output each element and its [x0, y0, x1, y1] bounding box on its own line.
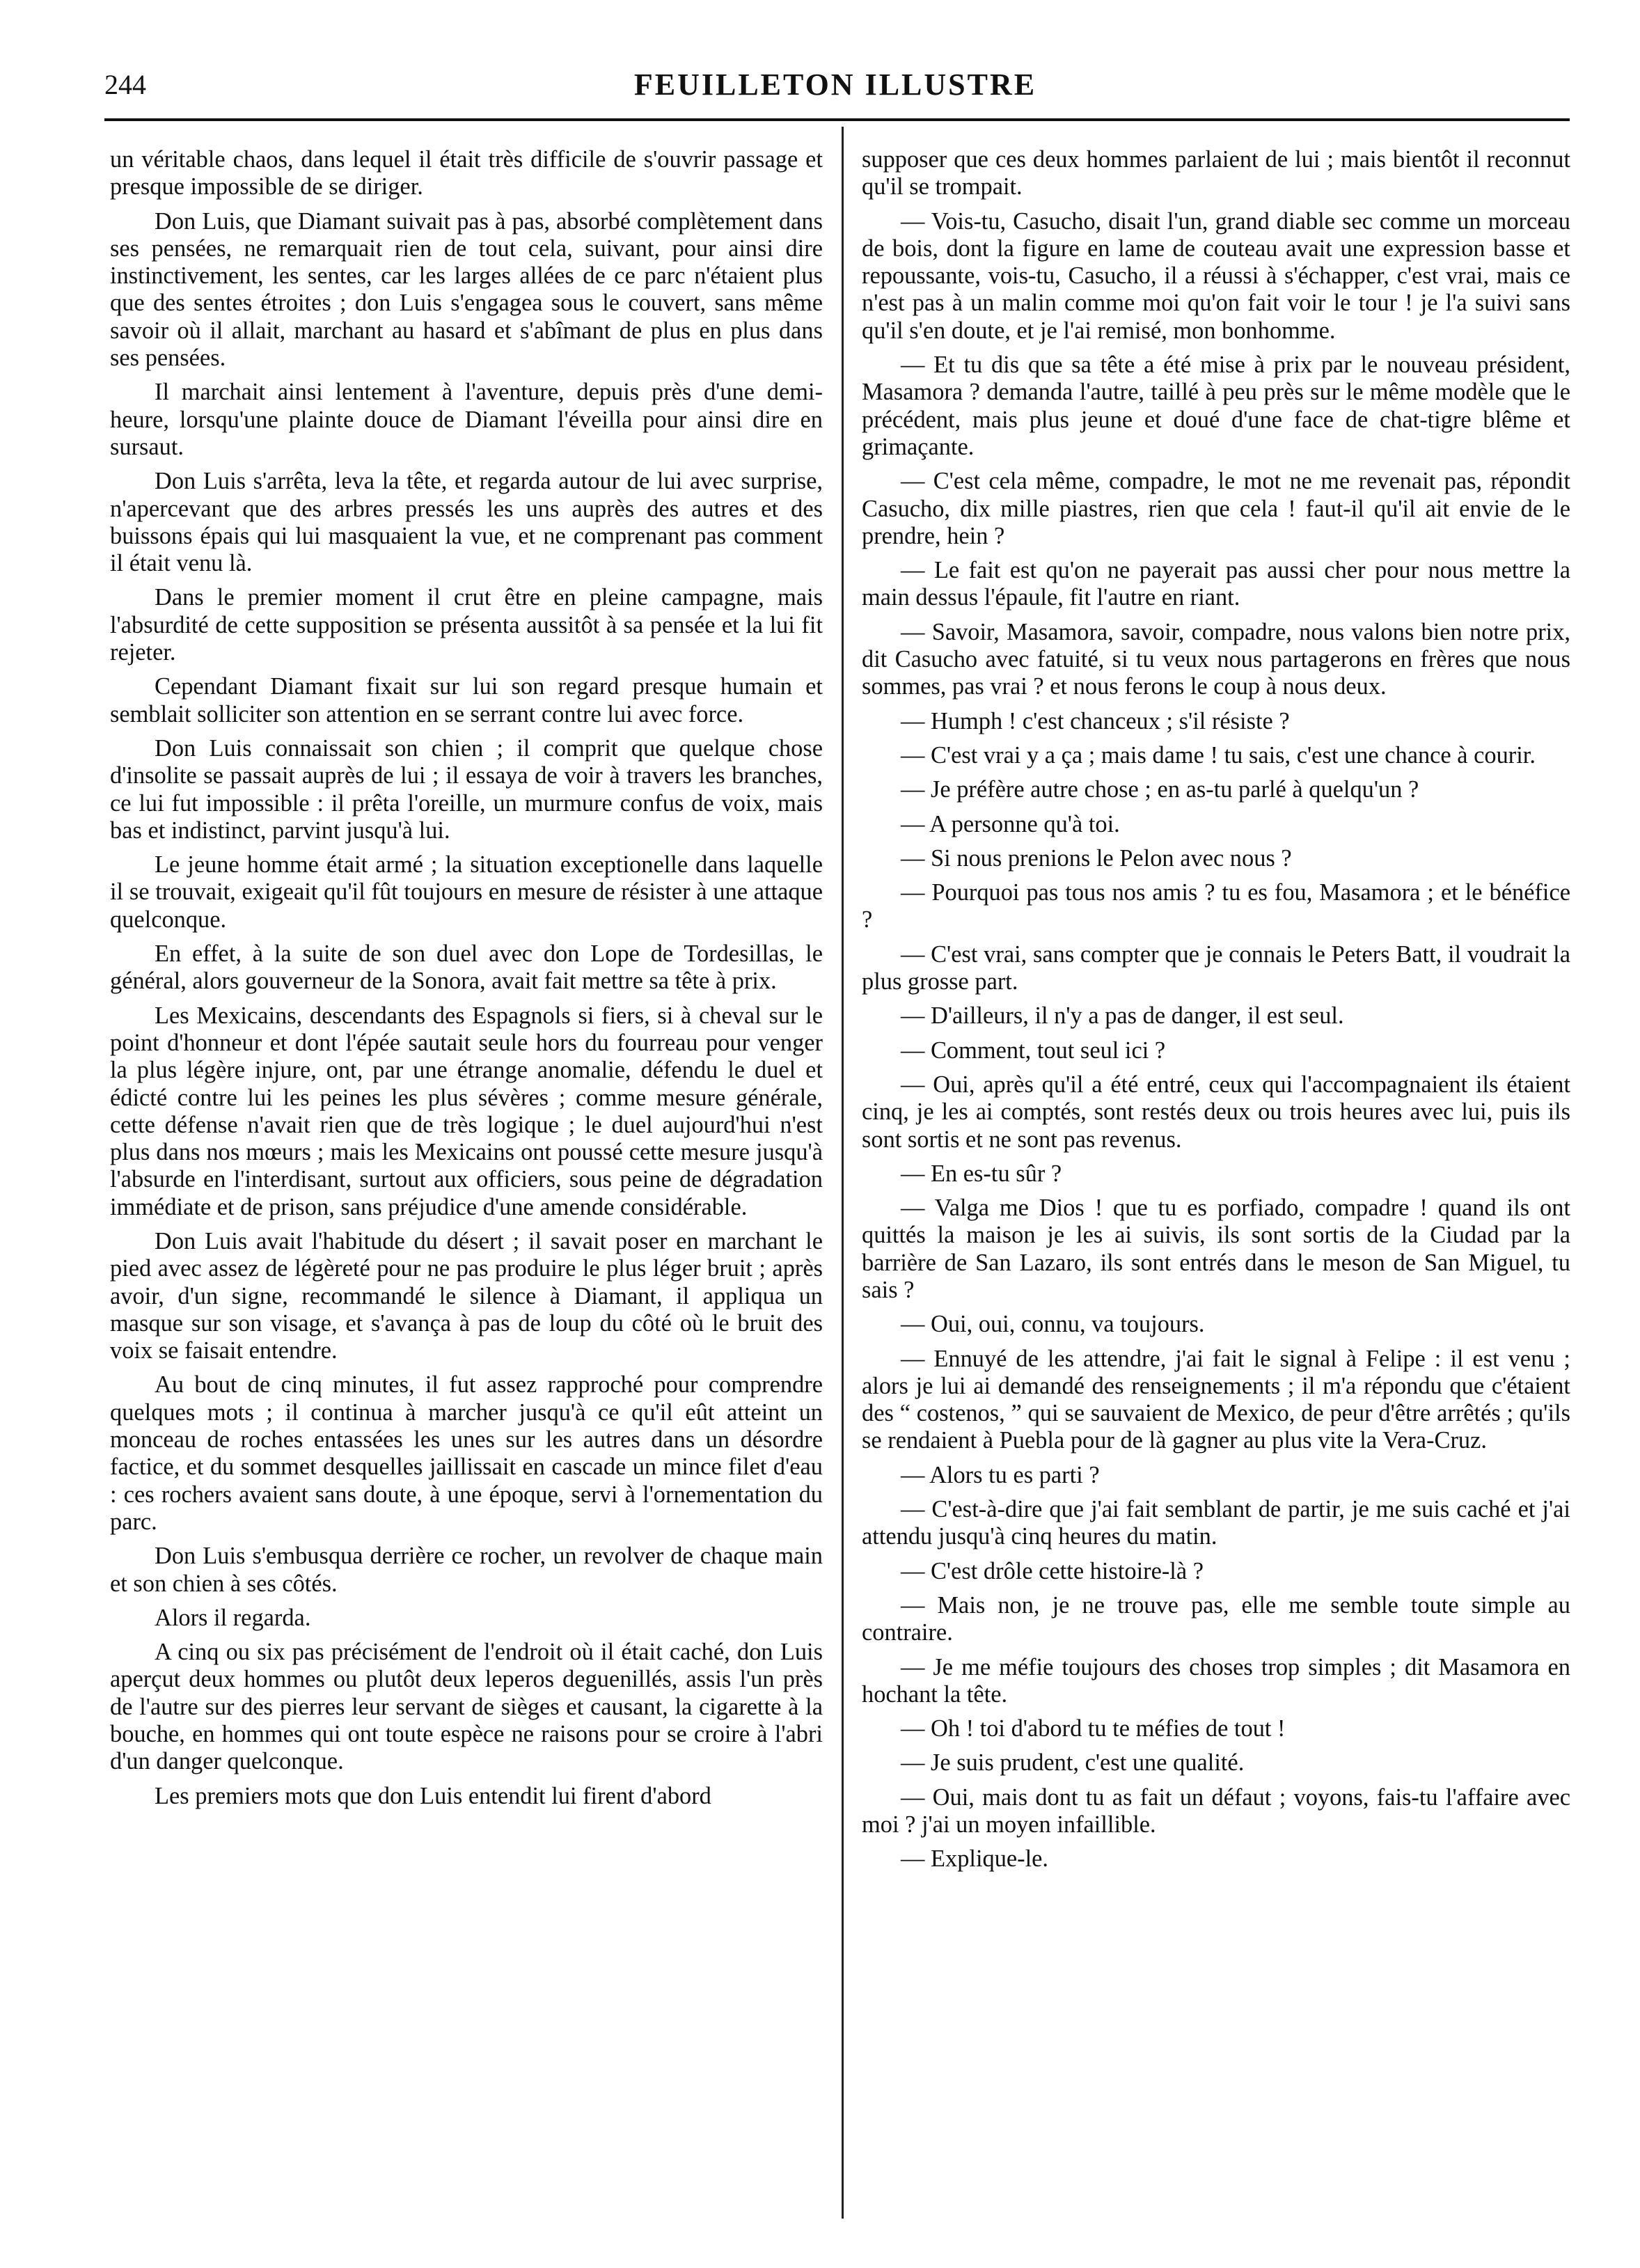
left-column [110, 146, 823, 1817]
paragraph: Cependant Diamant fixait sur lui son regard presque humain et semblait solliciter son attention en se serrant contre lui avec force. [110, 673, 823, 727]
paragraph: — Oui, mais dont tu as fait un défaut ; voyons, fais-tu l'affaire avec moi ? j'ai un moyen infaillible. [862, 1783, 1570, 1838]
paragraph: Don Luis s'arrêta, leva la tête, et regarda autour de lui avec surprise, n'apercevant que des arbres pressés les uns auprès des autres et des buissons épais qui lui masquaient la vue, et ne comprenant pas comment il était venu là. [110, 468, 823, 577]
paragraph: — En es-tu sûr ? [901, 1160, 1062, 1187]
paragraph: A cinq ou six pas précisément de l'endroit où il était caché, don Luis aperçut deux hommes ou plutôt deux leperos deguenillés, assis l'un près de l'autre sur des pierres leur servant de sièges et causant, la cigarette à la bouche, en hommes qui ont toute espèce ne raisons pour se croire à l'abri d'un danger quelconque. [110, 1639, 823, 1775]
right-column [862, 146, 1570, 1880]
paragraph: — Ennuyé de les attendre, j'ai fait le signal à Felipe : il est venu ; alors je lui ai demandé des renseignements ; il m'a répondu que c'étaient des “ costenos, ” qui se sauvaient de Mexico, de peur d'être arrêtés ; qu'ils se rendaient à Puebla pour de là gagner au plus vite la Vera-Cruz. [862, 1345, 1570, 1454]
paragraph: — Je préfère autre chose ; en as-tu parlé à quelqu'un ? [901, 776, 1419, 803]
paragraph: — Alors tu es parti ? [901, 1461, 1100, 1488]
paragraph: Alors il regarda. [155, 1604, 311, 1631]
paragraph: — Valga me Dios ! que tu es porfiado, compadre ! quand ils ont quittés la maison je les ai suivis, ils sont sortis de la Ciudad par la barrière de San Lazaro, ils sont entrés dans le meson de San Miguel, tu sais ? [862, 1195, 1570, 1303]
paragraph: — Savoir, Masamora, savoir, compadre, nous valons bien notre prix, dit Casucho avec fatuité, si tu veux nous partagerons en frères que nous sommes, pas vrai ? et nous ferons le coup à nous deux. [862, 618, 1570, 700]
paragraph: — Vois-tu, Casucho, disait l'un, grand diable sec comme un morceau de bois, dont la figure en lame de couteau avait une expression basse et repoussante, vois-tu, Casucho, il a réussi à s'échapper, c'est vrai, mais ce n'est pas à un malin comme moi qu'on fait voir le tour ! je l'a suivi sans qu'il s'en doute, et je l'ai remisé, mon bonhomme. [862, 207, 1570, 344]
page-header [104, 64, 1566, 106]
paragraph: — Le fait est qu'on ne payerait pas aussi cher pour nous mettre la main dessus l'épaule, fit l'autre en riant. [862, 557, 1570, 611]
paragraph: — Comment, tout seul ici ? [901, 1037, 1166, 1064]
page-number: 244 [104, 69, 146, 100]
paragraph: — Mais non, je ne trouve pas, elle me semble toute simple au contraire. [862, 1591, 1570, 1646]
paragraph: supposer que ces deux hommes parlaient de lui ; mais bientôt il reconnut qu'il se trompait. [862, 146, 1570, 200]
paragraph: — Explique-le. [901, 1845, 1049, 1873]
paragraph: — C'est-à-dire que j'ai fait semblant de partir, je me suis caché et j'ai attendu jusqu'à cinq heures du matin. [862, 1496, 1570, 1550]
paragraph: — A personne qu'à toi. [901, 810, 1120, 837]
paragraph: — C'est vrai y a ça ; mais dame ! tu sais, c'est une chance à courir. [901, 741, 1536, 769]
paragraph: — Oh ! toi d'abord tu te méfies de tout ! [901, 1715, 1286, 1742]
paragraph: Les premiers mots que don Luis entendit lui firent d'abord [155, 1782, 711, 1809]
header-rule [104, 118, 1570, 121]
paragraph: — Oui, oui, connu, va toujours. [901, 1311, 1205, 1338]
paragraph: Au bout de cinq minutes, il fut assez rapproché pour comprendre quelques mots ; il continua à marcher jusqu'à ce qu'il eût atteint un monceau de roches entassées les unes sur les autres dans un désordre factice, et du sommet desquelles jaillissait en cascade un mince filet d'eau : ces rochers avaient sans doute, à une époque, servi à l'ornementation du parc. [110, 1371, 823, 1535]
paragraph: Don Luis connaissait son chien ; il comprit que quelque chose d'insolite se passait auprès de lui ; il essaya de voir à travers les branches, ce lui fut impossible : il prêta l'oreille, un murmure confus de voix, mais bas et indistinct, parvint jusqu'à lui. [110, 734, 823, 844]
paragraph: — C'est cela même, compadre, le mot ne me revenait pas, répondit Casucho, dix mille piastres, rien que cela ! faut-il qu'il ait envie de le prendre, hein ? [862, 468, 1570, 549]
paragraph: Dans le premier moment il crut être en pleine campagne, mais l'absurdité de cette supposition se présenta aussitôt à sa pensée et la lui fit rejeter. [110, 584, 823, 666]
paragraph: — Et tu dis que sa tête a été mise à prix par le nouveau président, Masamora ? demanda l'autre, taillé à peu près sur le même modèle que le précédent, mais plus jeune et doué d'une face de chat-tigre blême et grimaçante. [862, 352, 1570, 460]
paragraph: Don Luis, que Diamant suivait pas à pas, absorbé complètement dans ses pensées, ne remarquait rien de tout cela, suivant, pour ainsi dire instinctivement, les sentes, car les larges allées de ce parc n'étaient plus que des sentes étroites ; don Luis s'engagea sous le couvert, sans même savoir où il allait, marchant au hasard et s'abîmant de plus en plus dans ses pensées. [110, 207, 823, 372]
paragraph: — Si nous prenions le Pelon avec nous ? [901, 844, 1292, 872]
paragraph: Le jeune homme était armé ; la situation exceptionelle dans laquelle il se trouvait, exigeait qu'il fût toujours en mesure de résister à une attaque quelconque. [110, 851, 823, 933]
paragraph: En effet, à la suite de son duel avec don Lope de Tordesillas, le général, alors gouverneur de la Sonora, avait fait mettre sa tête à prix. [110, 940, 823, 995]
paragraph: Don Luis s'embusqua derrière ce rocher, un revolver de chaque main et son chien à ses côtés. [110, 1543, 823, 1597]
paragraph: — Je me méfie toujours des choses trop simples ; dit Masamora en hochant la tête. [862, 1653, 1570, 1708]
paragraph: Don Luis avait l'habitude du désert ; il savait poser en marchant le pied avec assez de légèreté pour ne pas produire le plus léger bruit ; après avoir, d'un signe, recommandé le silence à Diamant, il appliqua un masque sur son visage, et s'avança à pas de loup du côté où le bruit des voix se faisait entendre. [110, 1227, 823, 1364]
paragraph: — Humph ! c'est chanceux ; s'il résiste ? [901, 707, 1290, 734]
paragraph: — Oui, après qu'il a été entré, ceux qui l'accompagnaient ils étaient cinq, je les ai comptés, sont restés deux ou trois heures avec lui, puis ils sont sortis et ne sont pas revenus. [862, 1071, 1570, 1153]
paragraph: Il marchait ainsi lentement à l'aventure, depuis près d'une demi-heure, lorsqu'une plainte douce de Diamant l'éveilla pour ainsi dire en sursaut. [110, 379, 823, 460]
running-title: FEUILLETON ILLUSTRE [633, 68, 1037, 102]
paragraph: — C'est vrai, sans compter que je connais le Peters Batt, il voudrait la plus grosse part. [862, 940, 1570, 995]
paragraph: — Je suis prudent, c'est une qualité. [901, 1749, 1245, 1777]
paragraph: — C'est drôle cette histoire-là ? [901, 1557, 1204, 1584]
column-divider [842, 127, 844, 2219]
paragraph: — Pourquoi pas tous nos amis ? tu es fou, Masamora ; et le bénéfice ? [862, 879, 1570, 934]
paragraph: Les Mexicains, descendants des Espagnols si fiers, si à cheval sur le point d'honneur et dont l'épée sautait seule hors du fourreau pour venger la plus légère injure, ont, par une étrange anomalie, défendu le duel et édicté contre lui les peines les plus sévères ; comme mesure générale, cette défense n'avait rien que de très logique ; le duel aujourd'hui n'est plus dans nos mœurs ; mais les Mexicains ont poussé cette mesure jusqu'à l'absurde en l'interdisant, surtout aux officiers, sous peine de dégradation immédiate et de prison, sans préjudice d'une amende considérable. [110, 1002, 823, 1220]
paragraph: — D'ailleurs, il n'y a pas de danger, il est seul. [901, 1002, 1344, 1030]
paragraph: un véritable chaos, dans lequel il était très difficile de s'ouvrir passage et presque impossible de se diriger. [110, 146, 823, 200]
